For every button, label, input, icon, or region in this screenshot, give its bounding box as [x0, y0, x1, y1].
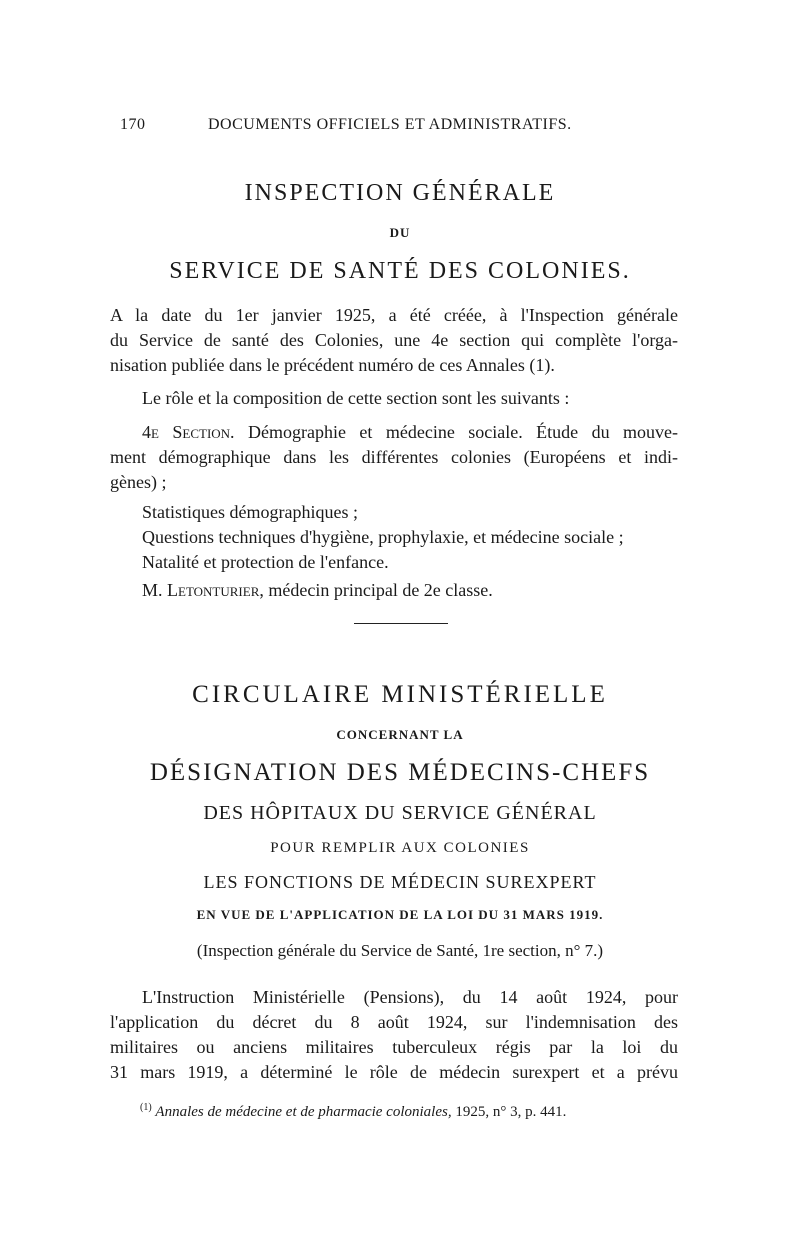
section-4-line: gènes) ; — [110, 472, 167, 492]
role-line — [142, 386, 682, 411]
section2-subtitle2: POUR REMPLIR AUX COLONIES — [270, 840, 530, 856]
section2-title-line4: LES FONCTIONS DE MÉDECIN SUREXPERT — [203, 872, 597, 892]
signature-rest: médecin principal de 2e classe. — [268, 580, 493, 600]
footnote — [140, 1104, 700, 1121]
section2-title-line1: CIRCULAIRE MINISTÉRIELLE — [192, 681, 608, 708]
body-line: militaires ou anciens militaires tuberculeux régis par la loi du — [110, 1037, 678, 1057]
section2-subtitle3: EN VUE DE L'APPLICATION DE LA LOI DU 31 MARS 1919. — [196, 907, 604, 922]
signature-prefix: M. — [142, 580, 163, 600]
section1-title-line2: SERVICE DE SANTÉ DES COLONIES. — [169, 258, 631, 284]
footnote-marker: (1) — [140, 1102, 152, 1113]
signature — [142, 578, 682, 603]
signature-line — [142, 578, 682, 603]
signature-name: Letonturier, — [167, 580, 264, 600]
body-line: L'Instruction Ministérielle (Pensions), du 14 août 1924, pour — [142, 987, 678, 1007]
role-text: Le rôle et la composition de cette section sont les suivants : — [142, 388, 570, 408]
body-line: 31 mars 1919, a déterminé le rôle de médecin surexpert et a prévu — [110, 1062, 678, 1082]
section-divider — [354, 623, 448, 624]
section-4-items — [142, 500, 682, 575]
section2-reference: (Inspection générale du Service de Santé, 1re section, n° 7.) — [196, 941, 604, 960]
running-title: DOCUMENTS OFFICIELS ET ADMINISTRATIFS. — [208, 116, 572, 133]
section1-title-du: DU — [389, 225, 411, 240]
page-number: 170 — [120, 116, 146, 133]
section-4-text: Démographie et médecine sociale. Étude du mouve- — [248, 422, 679, 442]
section2-title-line3: DES HÔPITAUX DU SERVICE GÉNÉRAL — [203, 802, 597, 824]
section-4-label: 4e Section. — [142, 422, 235, 442]
section1-title-line1: INSPECTION GÉNÉRALE — [244, 180, 556, 206]
section-4-paragraph — [110, 420, 678, 495]
list-item: Natalité et protection de l'enfance. — [142, 552, 389, 572]
list-item: Statistiques démographiques ; — [142, 502, 358, 522]
footnote-details: 1925, n° 3, p. 441. — [455, 1104, 567, 1120]
section2-title-line2: DÉSIGNATION DES MÉDECINS-CHEFS — [149, 759, 651, 786]
section-4-line: ment démographique dans les différentes colonies (Européens et indi- — [110, 447, 678, 467]
intro-line: nisation publiée dans le précédent numéro de ces Annales (1). — [110, 355, 555, 375]
section1-intro — [110, 303, 678, 378]
intro-line: A la date du 1er janvier 1925, a été créée, à l'Inspection générale — [110, 305, 678, 325]
footnote-source: Annales de médecine et de pharmacie coloniales, — [155, 1104, 452, 1120]
list-item: Questions techniques d'hygiène, prophylaxie, et médecine sociale ; — [142, 527, 624, 547]
body-line: l'application du décret du 8 août 1924, sur l'indemnisation des — [110, 1012, 678, 1032]
section-4-first-line — [110, 420, 678, 445]
intro-line: du Service de santé des Colonies, une 4e section qui complète l'orga- — [110, 330, 678, 350]
section2-body — [110, 985, 678, 1085]
section2-subtitle1: CONCERNANT LA — [336, 727, 464, 742]
